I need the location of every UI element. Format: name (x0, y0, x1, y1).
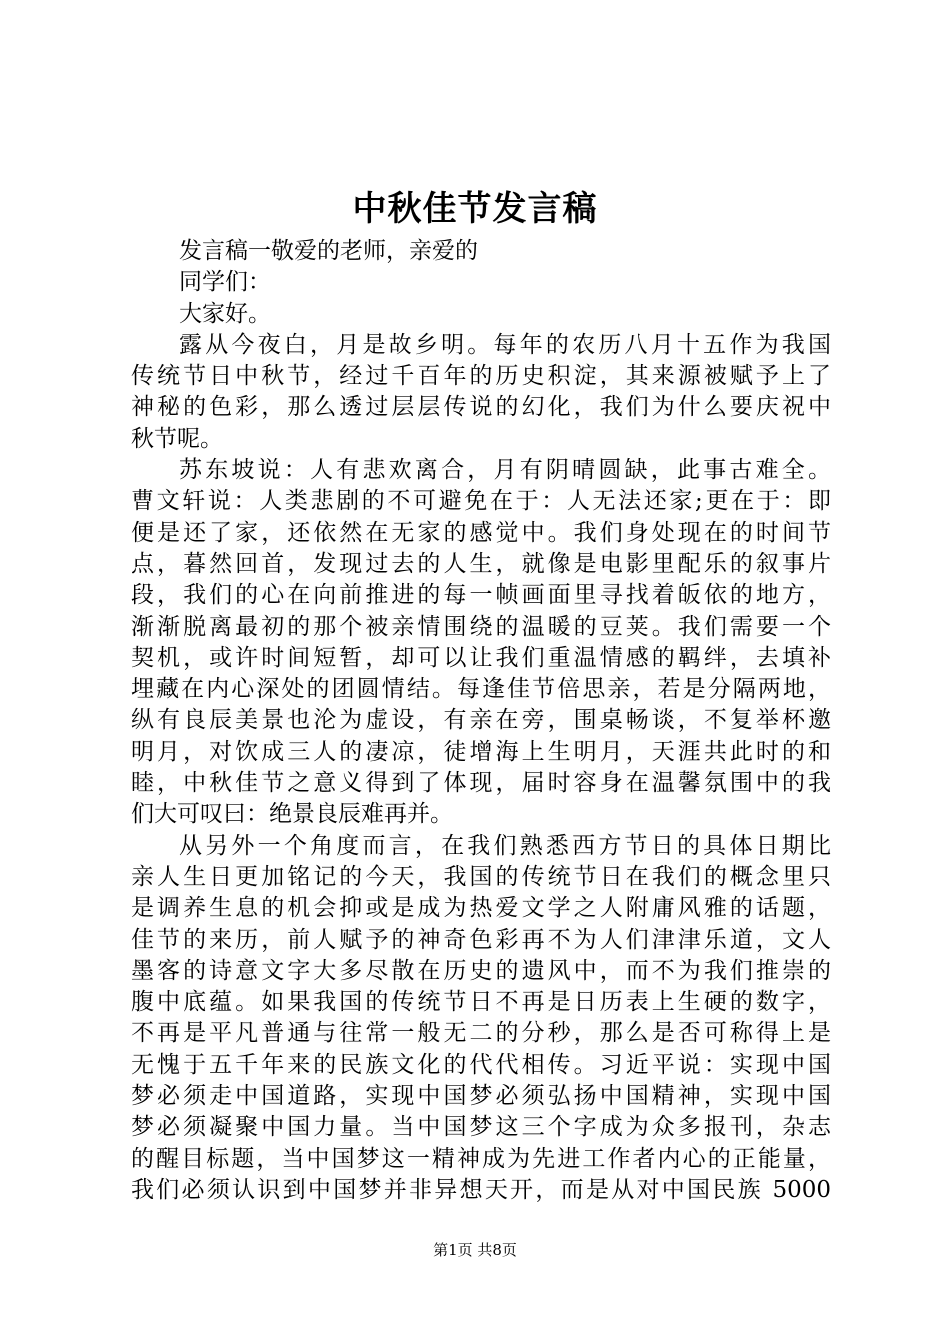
text-line: 渐渐脱离最初的那个被亲情围绕的温暖的豆荚。我们需要一个 (131, 613, 831, 640)
text-line: 苏东坡说：人有悲欢离合，月有阴晴圆缺，此事古难全。 (179, 457, 831, 484)
text-line: 大家好。 (179, 300, 271, 327)
text-line: 秋节呢。 (131, 425, 223, 452)
text-line: 点，暮然回首，发现过去的人生，就像是电影里配乐的叙事片 (131, 550, 831, 577)
text-line: 埋藏在内心深处的团圆情结。每逢佳节倍思亲，若是分隔两地， (131, 676, 831, 703)
page-title: 中秋佳节发言稿 (352, 189, 598, 229)
text-line: 是调养生息的机会抑或是成为热爱文学之人附庸风雅的话题， (131, 895, 831, 922)
text-line: 亲人生日更加铭记的今天，我国的传统节日在我们的概念里只 (131, 863, 831, 890)
text-line: 同学们： (179, 269, 271, 296)
text-line: 契机，或许时间短暂，却可以让我们重温情感的羁绊，去填补 (131, 644, 831, 671)
text-line: 睦，中秋佳节之意义得到了体现，届时容身在温馨氛围中的我 (131, 770, 831, 797)
text-line: 们大可叹曰：绝景良辰难再并。 (131, 801, 453, 828)
text-line: 传统节日中秋节，经过千百年的历史积淀，其来源被赋予上了 (131, 363, 831, 390)
text-line: 腹中底蕴。如果我国的传统节日不再是日历表上生硬的数字， (131, 989, 831, 1016)
text-line: 从另外一个角度而言，在我们熟悉西方节日的具体日期比 (179, 832, 831, 859)
document-body (131, 236, 831, 1206)
text-line: 梦必须凝聚中国力量。当中国梦这三个字成为众多报刊，杂志 (131, 1114, 831, 1141)
text-line: 纵有良辰美景也沦为虚设，有亲在旁，围桌畅谈，不复举杯邀 (131, 707, 831, 734)
text-line: 神秘的色彩，那么透过层层传说的幻化，我们为什么要庆祝中 (131, 394, 831, 421)
text-line: 我们必须认识到中国梦并非异想天开，而是从对中国民族 5000 (131, 1176, 831, 1203)
page-footer: 第1页 共8页 (433, 1241, 517, 1259)
text-line: 墨客的诗意文字大多尽散在历史的遗风中，而不为我们推崇的 (131, 957, 831, 984)
text-line: 不再是平凡普通与往常一般无二的分秒，那么是否可称得上是 (131, 1020, 831, 1047)
text-line: 无愧于五千年来的民族文化的代代相传。习近平说：实现中国 (131, 1051, 831, 1078)
text-line: 露从今夜白，月是故乡明。每年的农历八月十五作为我国 (179, 331, 831, 358)
text-line: 便是还了家，还依然在无家的感觉中。我们身处现在的时间节 (131, 519, 831, 546)
text-line: 发言稿一敬爱的老师，亲爱的 (179, 238, 478, 264)
text-line: 明月，对饮成三人的凄凉，徒增海上生明月，天涯共此时的和 (131, 738, 831, 765)
text-line: 梦必须走中国道路，实现中国梦必须弘扬中国精神，实现中国 (131, 1083, 831, 1110)
text-line: 曹文轩说：人类悲剧的不可避免在于：人无法还家;更在于：即 (131, 488, 831, 515)
text-line: 段，我们的心在向前推进的每一帧画面里寻找着皈依的地方， (131, 582, 831, 609)
text-line: 的醒目标题，当中国梦这一精神成为先进工作者内心的正能量， (131, 1145, 831, 1172)
text-line: 佳节的来历，前人赋予的神奇色彩再不为人们津津乐道，文人 (131, 926, 831, 953)
